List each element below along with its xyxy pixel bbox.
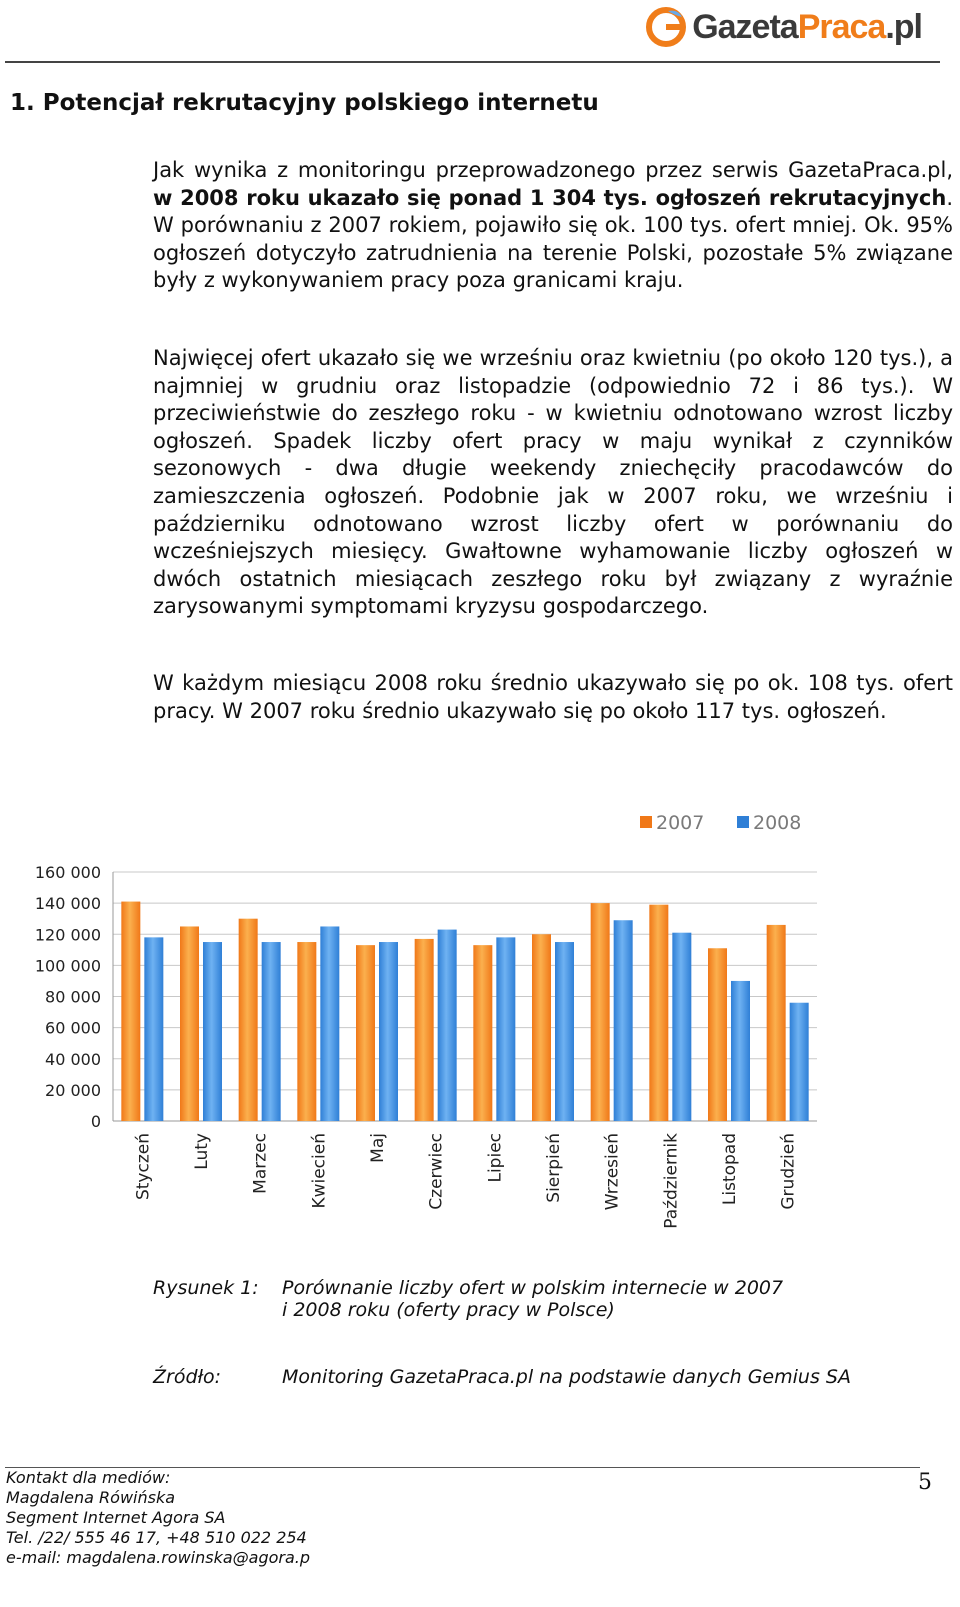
header-divider xyxy=(5,61,940,63)
contact-phone: Tel. /22/ 555 46 17, +48 510 022 254 xyxy=(6,1528,307,1547)
contact-email[interactable]: e-mail: magdalena.rowinska@agora.p xyxy=(6,1548,311,1567)
source-text: Monitoring GazetaPraca.pl na podstawie danych Gemius SA xyxy=(282,1366,851,1388)
bar-2007 xyxy=(767,925,786,1121)
y-tick-label: 40 000 xyxy=(45,1049,101,1069)
y-tick-label: 0 xyxy=(90,1112,101,1131)
paragraph-3: W każdym miesiącu 2008 roku średnio ukazywało się po ok. 108 tys. ofert pracy. W 2007 roku średnio ukazywało się po około 117 tys. ogłoszeń. xyxy=(153,671,953,723)
bar-2007 xyxy=(649,905,668,1121)
figure-label: Rysunek 1: xyxy=(153,1277,259,1299)
x-tick-label: Kwiecień xyxy=(309,1133,330,1209)
bar-2008 xyxy=(262,942,281,1121)
x-tick-label: Maj xyxy=(368,1133,388,1163)
bar-2007 xyxy=(473,945,492,1121)
bar-2007 xyxy=(180,926,199,1121)
bar-2008 xyxy=(496,937,515,1121)
x-tick-label: Sierpień xyxy=(544,1133,564,1203)
legend-swatch-2007 xyxy=(640,816,652,828)
bar-2008 xyxy=(203,942,222,1121)
bar-2008 xyxy=(555,942,574,1121)
bar-2008 xyxy=(614,920,633,1121)
x-tick-label: Czerwiec xyxy=(426,1133,447,1210)
contact-company: Segment Internet Agora SA xyxy=(6,1508,226,1527)
bar-2007 xyxy=(532,934,551,1121)
y-tick-label: 20 000 xyxy=(45,1080,101,1100)
paragraph-1-highlight: w 2008 roku ukazało się ponad 1 304 tys. ogłoszeń rekrutacyjnych xyxy=(153,185,947,210)
bar-2007 xyxy=(708,948,727,1121)
logo-mark-icon xyxy=(646,7,686,47)
media-contact xyxy=(6,1468,310,1568)
y-tick-label: 160 000 xyxy=(34,863,101,882)
x-tick-label: Styczeń xyxy=(133,1133,154,1201)
page-number: 5 xyxy=(918,1470,932,1495)
paragraph-1: Jak wynika z monitoringu przeprowadzonego przez serwis GazetaPraca.pl, w 2008 roku ukazało się ponad 1 304 tys. ogłoszeń rekrutacyjnych. W porównaniu z 2007 rokiem, pojawiło się ok. 100 tys. ofert mniej. Ok. 95% ogłoszeń dotyczyło zatrudnienia na terenie Polski, pozostałe 5% związane były z wykonywaniem pracy poza granicami kraju. xyxy=(153,158,953,293)
y-tick-label: 100 000 xyxy=(34,956,101,976)
y-tick-label: 120 000 xyxy=(34,925,101,945)
figure-caption-line-1: Porównanie liczby ofert w polskim internecie w 2007 xyxy=(282,1277,784,1299)
bar-2008 xyxy=(790,1003,809,1121)
y-tick-label: 140 000 xyxy=(34,894,101,914)
x-tick-label: Grudzień xyxy=(778,1133,799,1210)
logo-text: GazetaPraca.pl xyxy=(692,7,922,46)
gazetapraca-logo xyxy=(646,4,922,50)
contact-name: Magdalena Rówińska xyxy=(6,1488,176,1507)
legend-label: 2007 xyxy=(656,812,705,834)
y-tick-label: 60 000 xyxy=(45,1018,101,1038)
bar-2007 xyxy=(415,939,434,1121)
bar-2007 xyxy=(239,919,258,1121)
x-tick-label: Marzec xyxy=(250,1133,271,1194)
bar-2008 xyxy=(379,942,398,1121)
x-tick-label: Listopad xyxy=(720,1133,740,1206)
contact-heading: Kontakt dla mediów: xyxy=(6,1468,171,1487)
source-label: Źródło: xyxy=(153,1366,221,1388)
y-tick-label: 80 000 xyxy=(45,987,101,1007)
bar-2007 xyxy=(297,942,316,1121)
legend-label: 2008 xyxy=(753,812,802,834)
bar-2007 xyxy=(356,945,375,1121)
section-title: 1. Potencjał rekrutacyjny polskiego internetu xyxy=(10,90,599,116)
paragraph-2: Najwięcej ofert ukazało się we wrześniu oraz kwietniu (po około 120 tys.), a najmniej w grudniu oraz listopadzie (odpowiednio 72 i 86 tys.). W przeciwieństwie do zeszłego roku - w kwietniu odnotowano wzrost liczby ogłoszeń. Spadek liczby ofert pracy w maju wynikał z czynników sezonowych - dwa długie weekendy zniechęciły pracodawców do zamieszczenia ogłoszeń. Podobnie jak w 2007 roku, we wrześniu i październiku odnotowano wzrost liczby ofert w porównaniu do wcześniejszych miesięcy. Gwałtowne wyhamowanie liczby ogłoszeń w dwóch ostatnich miesiącach zeszłego roku był związany z wyraźnie zarysowanymi symptomami kryzysu gospodarczego. xyxy=(153,346,953,619)
x-tick-label: Luty xyxy=(192,1133,212,1170)
x-tick-label: Lipiec xyxy=(485,1133,506,1183)
bar-2008 xyxy=(731,981,750,1121)
offers-bar-chart xyxy=(0,800,960,1250)
legend-swatch-2008 xyxy=(737,816,749,828)
x-tick-label: Październik xyxy=(661,1133,682,1229)
bar-2008 xyxy=(438,930,457,1121)
bar-2007 xyxy=(121,902,140,1121)
x-tick-label: Wrzesień xyxy=(602,1133,623,1211)
figure-caption-line-2: i 2008 roku (oferty pracy w Polsce) xyxy=(282,1299,615,1321)
bar-2008 xyxy=(320,926,339,1121)
figure-caption xyxy=(282,1277,783,1321)
bar-2008 xyxy=(672,933,691,1121)
bar-2007 xyxy=(591,903,610,1121)
bar-2008 xyxy=(144,937,163,1121)
